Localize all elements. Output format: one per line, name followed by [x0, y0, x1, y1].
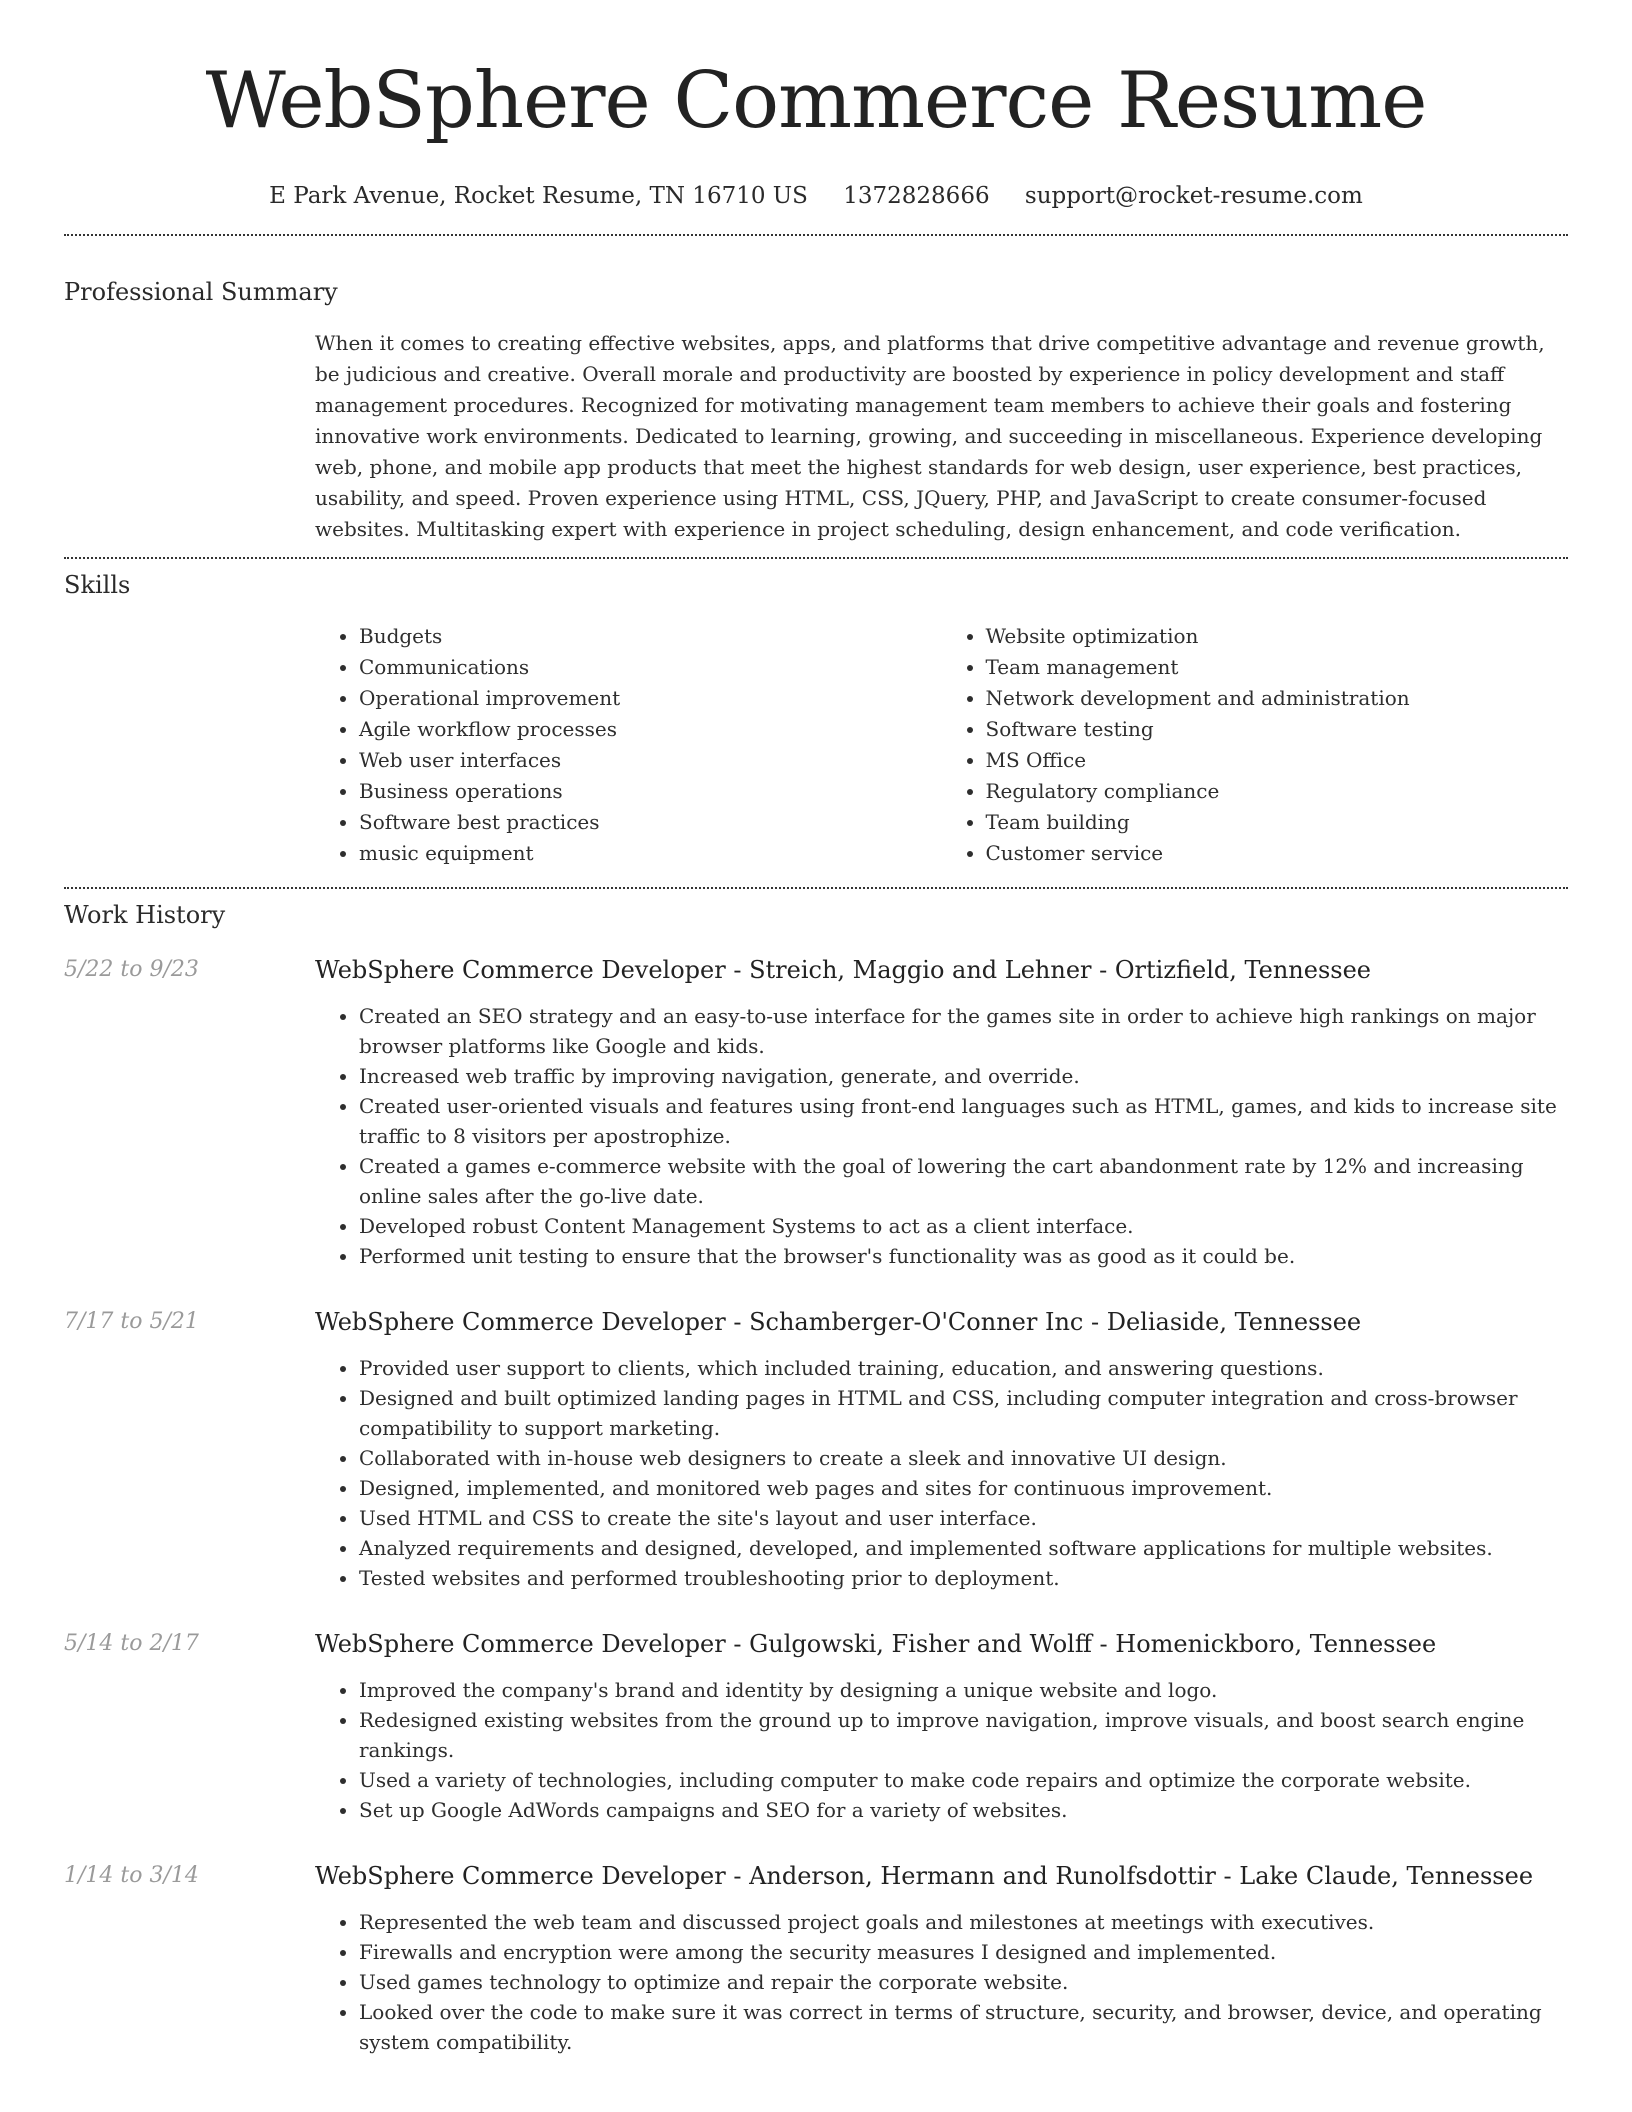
skill-item: • Website optimization — [986, 621, 1569, 652]
work-heading: Work History — [64, 901, 226, 929]
skills-list-left — [315, 621, 942, 869]
job-bullet: • Designed and built optimized landing pages in HTML and CSS, including computer integration and cross-browser compatibility to support marketing. — [359, 1383, 1568, 1443]
job-bullet: • Set up Google AdWords campaigns and SEO for a variety of websites. — [359, 1795, 1568, 1825]
job-entry — [64, 953, 1568, 1271]
skills-grid — [315, 621, 1568, 869]
job-bullet: • Improved the company's brand and identity by designing a unique website and logo. — [359, 1675, 1568, 1705]
job-bullet: • Tested websites and performed troubleshooting prior to deployment. — [359, 1563, 1568, 1593]
job-dates: 1/14 to 3/14 — [64, 1863, 199, 1888]
skill-item: • Team management — [986, 652, 1569, 683]
job-bullet: • Firewalls and encryption were among the security measures I designed and implemented. — [359, 1937, 1568, 1967]
job-bullet: • Created user-oriented visuals and features using front-end languages such as HTML, games, and kids to increase site traffic to 8 visitors per apostrophize. — [359, 1091, 1568, 1151]
job-bullet: • Used games technology to optimize and repair the corporate website. — [359, 1967, 1568, 1997]
job-body — [315, 953, 1568, 1271]
skill-item: • Communications — [359, 652, 942, 683]
job-bullet: • Created a games e-commerce website with the goal of lowering the cart abandonment rate by 12% and increasing online sales after the go-live date. — [359, 1151, 1568, 1211]
resume-title: WebSphere Commerce Resume — [205, 56, 1427, 146]
job-bullet: • Developed robust Content Management Systems to act as a client interface. — [359, 1211, 1568, 1241]
job-body — [315, 1305, 1568, 1593]
job-dates: 7/17 to 5/21 — [64, 1309, 199, 1334]
job-body — [315, 1627, 1568, 1825]
summary-divider — [64, 557, 1568, 559]
job-bullets — [315, 1675, 1568, 1825]
skill-item: • music equipment — [359, 838, 942, 869]
skill-item: • Web user interfaces — [359, 745, 942, 776]
skills-section — [64, 569, 1568, 869]
skill-item: • Customer service — [986, 838, 1569, 869]
job-bullet: • Collaborated with in-house web designers to create a sleek and innovative UI design. — [359, 1443, 1568, 1473]
contact-address: E Park Avenue, Rocket Resume, TN 16710 US — [269, 183, 808, 209]
skill-item: • Business operations — [359, 776, 942, 807]
contact-phone: 1372828666 — [843, 183, 990, 209]
summary-body — [315, 328, 1568, 545]
skill-item: • Software testing — [986, 714, 1569, 745]
skill-item: • MS Office — [986, 745, 1569, 776]
resume-page — [64, 0, 1568, 2057]
job-bullet: • Increased web traffic by improving navigation, generate, and override. — [359, 1061, 1568, 1091]
job-title: WebSphere Commerce Developer - Schamberger-O'Conner Inc - Deliaside, Tennessee — [315, 1308, 1362, 1336]
job-entry — [64, 1859, 1568, 2057]
job-bullet: • Represented the web team and discussed project goals and milestones at meetings with executives. — [359, 1907, 1568, 1937]
skill-item: • Network development and administration — [986, 683, 1569, 714]
job-bullet: • Created an SEO strategy and an easy-to-use interface for the games site in order to achieve high rankings on major browser platforms like Google and kids. — [359, 1001, 1568, 1061]
job-dates: 5/22 to 9/23 — [64, 957, 199, 982]
job-entry — [64, 1627, 1568, 1825]
skill-item: • Regulatory compliance — [986, 776, 1569, 807]
summary-heading: Professional Summary — [64, 278, 338, 306]
job-bullet: • Designed, implemented, and monitored web pages and sites for continuous improvement. — [359, 1473, 1568, 1503]
job-bullets — [315, 1907, 1568, 2057]
job-bullet: • Analyzed requirements and designed, developed, and implemented software applications for multiple websites. — [359, 1533, 1568, 1563]
job-bullet: • Performed unit testing to ensure that the browser's functionality was as good as it could be. — [359, 1241, 1568, 1271]
job-dates: 5/14 to 2/17 — [64, 1631, 199, 1656]
skill-item: • Team building — [986, 807, 1569, 838]
job-title: WebSphere Commerce Developer - Gulgowski, Fisher and Wolff - Homenickboro, Tennessee — [315, 1630, 1437, 1658]
job-bullet: • Looked over the code to make sure it was correct in terms of structure, security, and browser, device, and operating system compatibility. — [359, 1997, 1568, 2057]
contact-line — [64, 180, 1568, 212]
job-title: WebSphere Commerce Developer - Anderson, Hermann and Runolfsdottir - Lake Claude, Tennessee — [315, 1862, 1534, 1890]
job-entry — [64, 1305, 1568, 1593]
skill-item: • Operational improvement — [359, 683, 942, 714]
job-body — [315, 1859, 1568, 2057]
skill-item: • Agile workflow processes — [359, 714, 942, 745]
job-bullet: • Used HTML and CSS to create the site's layout and user interface. — [359, 1503, 1568, 1533]
work-section — [64, 899, 1568, 2057]
summary-section — [64, 276, 1568, 545]
job-bullets — [315, 1001, 1568, 1271]
skill-item: • Software best practices — [359, 807, 942, 838]
skills-heading: Skills — [64, 571, 131, 599]
job-bullet: • Used a variety of technologies, including computer to make code repairs and optimize the corporate website. — [359, 1765, 1568, 1795]
header-divider — [64, 234, 1568, 236]
job-title: WebSphere Commerce Developer - Streich, Maggio and Lehner - Ortizfield, Tennessee — [315, 956, 1371, 984]
skill-item: • Budgets — [359, 621, 942, 652]
job-bullet: • Redesigned existing websites from the ground up to improve navigation, improve visuals, and boost search engine rankings. — [359, 1705, 1568, 1765]
skills-divider — [64, 887, 1568, 889]
job-bullets — [315, 1353, 1568, 1593]
job-bullet: • Provided user support to clients, which included training, education, and answering questions. — [359, 1353, 1568, 1383]
contact-email: support@rocket-resume.com — [1024, 183, 1363, 209]
skills-list-right — [942, 621, 1569, 869]
summary-text: When it comes to creating effective websites, apps, and platforms that drive competitive advantage and revenue growth, be judicious and creative. Overall morale and productivity are boosted by experience in policy development and staff management procedures. Recognized for motivating management team members to achieve their goals and fostering innovative work environments. Dedicated to learning, growing, and succeeding in miscellaneous. Experience developing web, phone, and mobile app products that meet the highest standards for web design, user experience, best practices, usability, and speed. Proven experience using HTML, CSS, JQuery, PHP, and JavaScript to create consumer-focused websites. Multitasking expert with experience in project scheduling, design enhancement, and code verification. — [315, 331, 1545, 541]
